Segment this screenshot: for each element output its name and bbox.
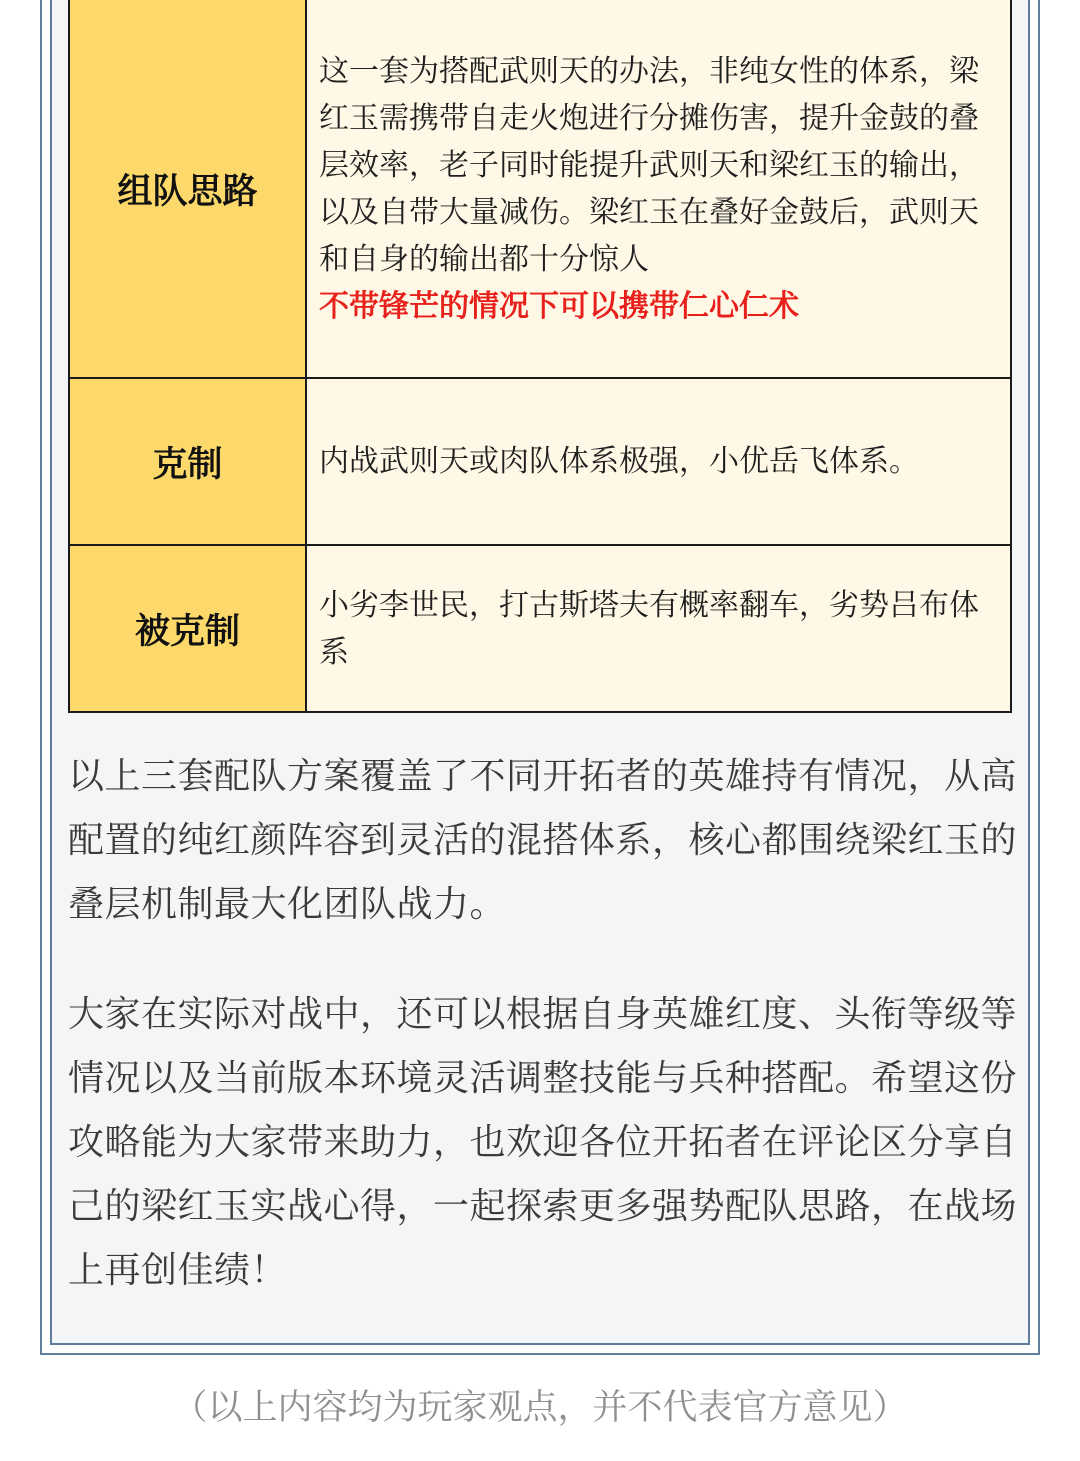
lineup-info-table — [68, 0, 1012, 713]
table-row-countered-by — [69, 545, 1011, 712]
table-row-counters — [69, 378, 1011, 545]
article-body — [68, 745, 1018, 1303]
row-content-countered-by: 小劣李世民，打古斯塔夫有概率翻车，劣势吕布体系 — [306, 545, 1011, 712]
closing-paragraph: 大家在实际对战中，还可以根据自身英雄红度、头衔等级等情况以及当前版本环境灵活调整技能与兵种搭配。希望这份攻略能为大家带来助力，也欢迎各位开拓者在评论区分享自己的梁红玉实战心得，一起探索更多强势配队思路，在战场上再创佳绩！ — [68, 994, 1018, 1291]
row-label-team-idea: 组队思路 — [69, 0, 306, 378]
team-idea-text: 这一套为搭配武则天的办法，非纯女性的体系，梁红玉需携带自走火炮进行分摊伤害，提升金鼓的叠层效率，老子同时能提升武则天和梁红玉的输出，以及自带大量减伤。梁红玉在叠好金鼓后，武则天和自身的输出都十分惊人 — [319, 53, 979, 277]
row-content-team-idea — [306, 0, 1011, 378]
row-label-countered-by: 被克制 — [69, 545, 306, 712]
row-content-counters: 内战武则天或肉队体系极强，小优岳飞体系。 — [306, 378, 1011, 545]
team-idea-highlight: 不带锋芒的情况下可以携带仁心仁术 — [319, 288, 799, 324]
table-row-team-idea — [69, 0, 1011, 378]
disclaimer-text: （以上内容均为玩家观点，并不代表官方意见） — [172, 1388, 908, 1428]
row-label-counters: 克制 — [69, 378, 306, 545]
summary-paragraph: 以上三套配队方案覆盖了不同开拓者的英雄持有情况，从高配置的纯红颜阵容到灵活的混搭体系，核心都围绕梁红玉的叠层机制最大化团队战力。 — [68, 756, 1018, 925]
